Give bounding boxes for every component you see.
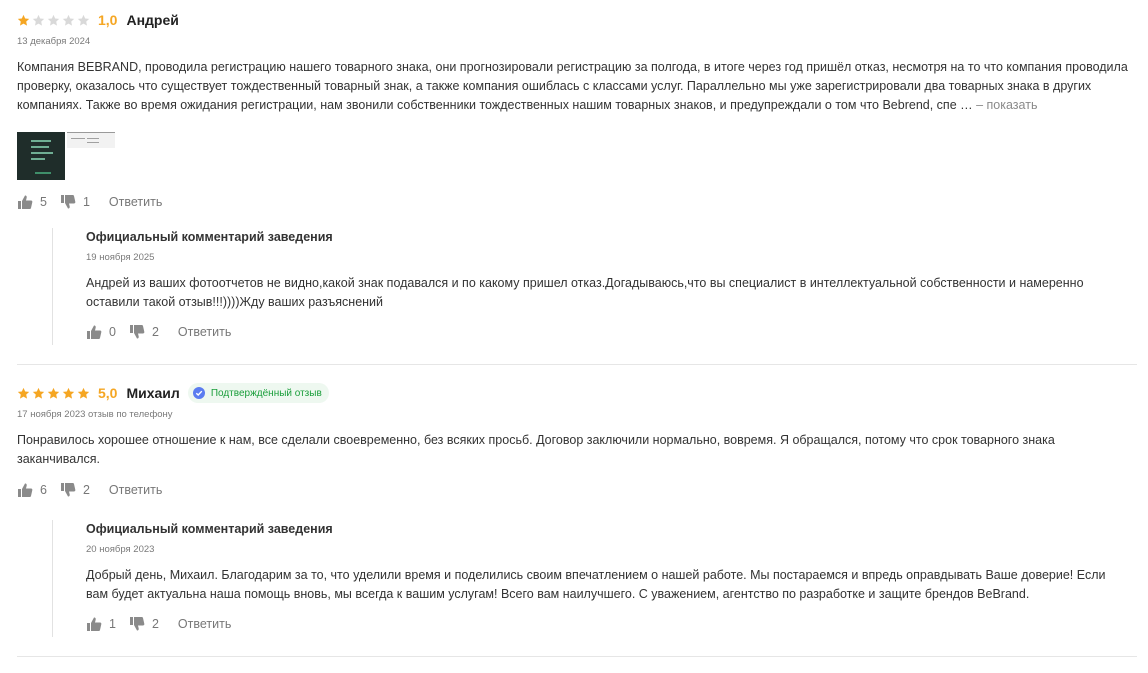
like-button[interactable]	[86, 616, 116, 632]
review-photos	[17, 132, 1137, 180]
review-actions	[17, 480, 1137, 500]
review-text: Понравилось хорошее отношение к нам, все сделали своевременно, без всяких просьб. Договор заключили нормально, вовремя. Я обращался, потому что срок товарного знака заканчивался.	[17, 433, 1055, 466]
dislike-button[interactable]	[129, 324, 159, 340]
review-author[interactable]: Михаил	[126, 385, 180, 401]
verified-badge	[188, 383, 329, 403]
review-card	[17, 10, 1137, 212]
star-icon	[47, 14, 60, 27]
like-button[interactable]	[17, 194, 47, 210]
official-reply-date: 20 ноября 2023	[86, 544, 155, 555]
like-button[interactable]	[17, 482, 47, 498]
dislike-count: 2	[151, 325, 159, 339]
star-icon	[17, 14, 30, 27]
official-reply-actions	[86, 322, 1122, 342]
reply-button[interactable]: Ответить	[108, 483, 163, 497]
official-reply-title: Официальный комментарий заведения	[86, 522, 333, 536]
star-icon	[32, 14, 45, 27]
thumbs-down-icon	[129, 324, 145, 340]
review-header	[17, 383, 1137, 403]
review-divider	[17, 364, 1137, 365]
dislike-count: 1	[82, 195, 90, 209]
official-reply-text: Добрый день, Михаил. Благодарим за то, что уделили время и поделились своим впечатлением о нашей работе. Мы постараемся и впредь оправдывать Ваше доверие! Если вам будет актуальна наша помощь вновь, мы всегда к вашим услугам! Всего вам наилучшего. С уважением, агентство по разработке и защите брендов BeBrand.	[86, 568, 1106, 601]
review-header	[17, 10, 1137, 30]
review-date: 13 декабря 2024	[17, 36, 91, 47]
star-icon	[77, 14, 90, 27]
rating-value: 5,0	[98, 385, 118, 401]
review-text-body: Компания BEBRAND, проводила регистрацию нашего товарного знака, они прогнозировали регистрацию за полгода, в итоге через год пришёл отказ, несмотря на то что компания проводила проверку, оказалось что существует тождественный товарный знак, а также компания ошиблась с классами услуг. Параллельно мы уже зарегистрировали два товарных знака в других компаниях. Также во время ожидания регистрации, нам звонили собственники тождественных нашим товарных знаков, и предупреждали о том что Bebrend, спе …	[17, 60, 1128, 112]
reply-button[interactable]: Ответить	[177, 325, 232, 339]
thumbs-up-icon	[17, 482, 33, 498]
rating-stars	[17, 14, 92, 27]
dislike-button[interactable]	[60, 194, 90, 210]
official-reply-actions	[86, 614, 1122, 634]
thumbs-up-icon	[86, 324, 102, 340]
thumbs-up-icon	[86, 616, 102, 632]
review-author[interactable]: Андрей	[126, 12, 179, 28]
like-count: 0	[109, 325, 116, 339]
review-date: 17 ноября 2023 отзыв по телефону	[17, 409, 173, 420]
dislike-count: 2	[151, 617, 159, 631]
dislike-button[interactable]	[60, 482, 90, 498]
thumbs-down-icon	[60, 482, 76, 498]
review-actions	[17, 192, 1137, 212]
dislike-count: 2	[82, 483, 90, 497]
thumbs-down-icon	[129, 616, 145, 632]
review-divider	[17, 656, 1137, 657]
verified-label: Подтверждённый отзыв	[210, 387, 322, 399]
reply-button[interactable]: Ответить	[177, 617, 232, 631]
dislike-button[interactable]	[129, 616, 159, 632]
thumbs-down-icon	[60, 194, 76, 210]
official-reply	[52, 228, 1122, 345]
official-reply	[52, 520, 1122, 637]
official-reply-date: 19 ноября 2025	[86, 252, 155, 263]
rating-value: 1,0	[98, 12, 118, 28]
like-button[interactable]	[86, 324, 116, 340]
like-count: 1	[109, 617, 116, 631]
official-reply-text: Андрей из ваших фотоотчетов не видно,какой знак подавался и по какому пришел отказ.Догадываюсь,что вы специалист в интеллектуальной собственности и намеренно оставили такой отзыв!!!))))Жду ваших разъяснений	[86, 276, 1084, 309]
star-icon	[17, 387, 30, 400]
review-text	[17, 58, 1137, 115]
star-icon	[62, 387, 75, 400]
official-reply-title: Официальный комментарий заведения	[86, 230, 333, 244]
like-count: 6	[40, 483, 47, 497]
check-badge-icon	[193, 387, 205, 399]
like-count: 5	[40, 195, 47, 209]
star-icon	[77, 387, 90, 400]
star-icon	[32, 387, 45, 400]
review-photo-thumbnail[interactable]	[17, 132, 65, 180]
review-photo-thumbnail[interactable]	[67, 132, 115, 148]
review-card	[17, 383, 1137, 500]
rating-stars	[17, 387, 92, 400]
thumbs-up-icon	[17, 194, 33, 210]
star-icon	[62, 14, 75, 27]
show-more-link[interactable]: – показать	[976, 98, 1038, 112]
star-icon	[47, 387, 60, 400]
reply-button[interactable]: Ответить	[108, 195, 163, 209]
